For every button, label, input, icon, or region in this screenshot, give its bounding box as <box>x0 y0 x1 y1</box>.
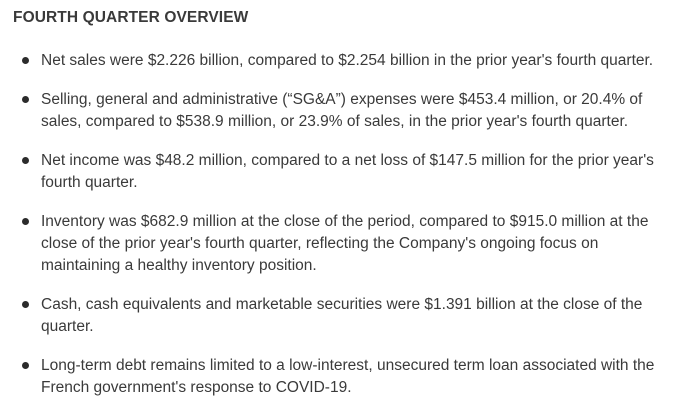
bullet-sga-expenses <box>13 89 681 133</box>
bullet-text: Net sales were $2.226 billion, compared to $2.254 billion in the prior year's fourth quarter. <box>41 52 654 69</box>
bullet-text: Selling, general and administrative (“SG&A”) expenses were $453.4 million, or 20.4% of sales, compared to $538.9 million, or 23.9% of sales, in the prior year's fourth quarter. <box>41 91 643 130</box>
bullet-dot-icon <box>22 362 29 369</box>
bullet-dot-icon <box>22 96 29 103</box>
bullet-dot-icon <box>22 157 29 164</box>
bullet-dot-icon <box>22 301 29 308</box>
bullet-cash <box>13 294 681 338</box>
bullet-inventory <box>13 211 681 277</box>
bullet-net-sales <box>13 50 681 72</box>
bullet-text: Long-term debt remains limited to a low-interest, unsecured term loan associated with the French government's response to COVID-19. <box>41 357 655 396</box>
bullet-text: Cash, cash equivalents and marketable securities were $1.391 billion at the close of the quarter. <box>41 296 643 335</box>
section-title: FOURTH QUARTER OVERVIEW <box>13 9 249 26</box>
bullet-dot-icon <box>22 218 29 225</box>
bullet-text: Net income was $48.2 million, compared to a net loss of $147.5 million for the prior year's fourth quarter. <box>41 152 654 191</box>
bullet-list <box>13 50 700 399</box>
bullet-dot-icon <box>22 57 29 64</box>
bullet-long-term-debt <box>13 355 681 399</box>
bullet-net-income <box>13 150 681 194</box>
bullet-text: Inventory was $682.9 million at the close of the period, compared to $915.0 million at the close of the prior year's fourth quarter, reflecting the Company's ongoing focus on maintaining a healthy inventory position. <box>41 213 649 274</box>
